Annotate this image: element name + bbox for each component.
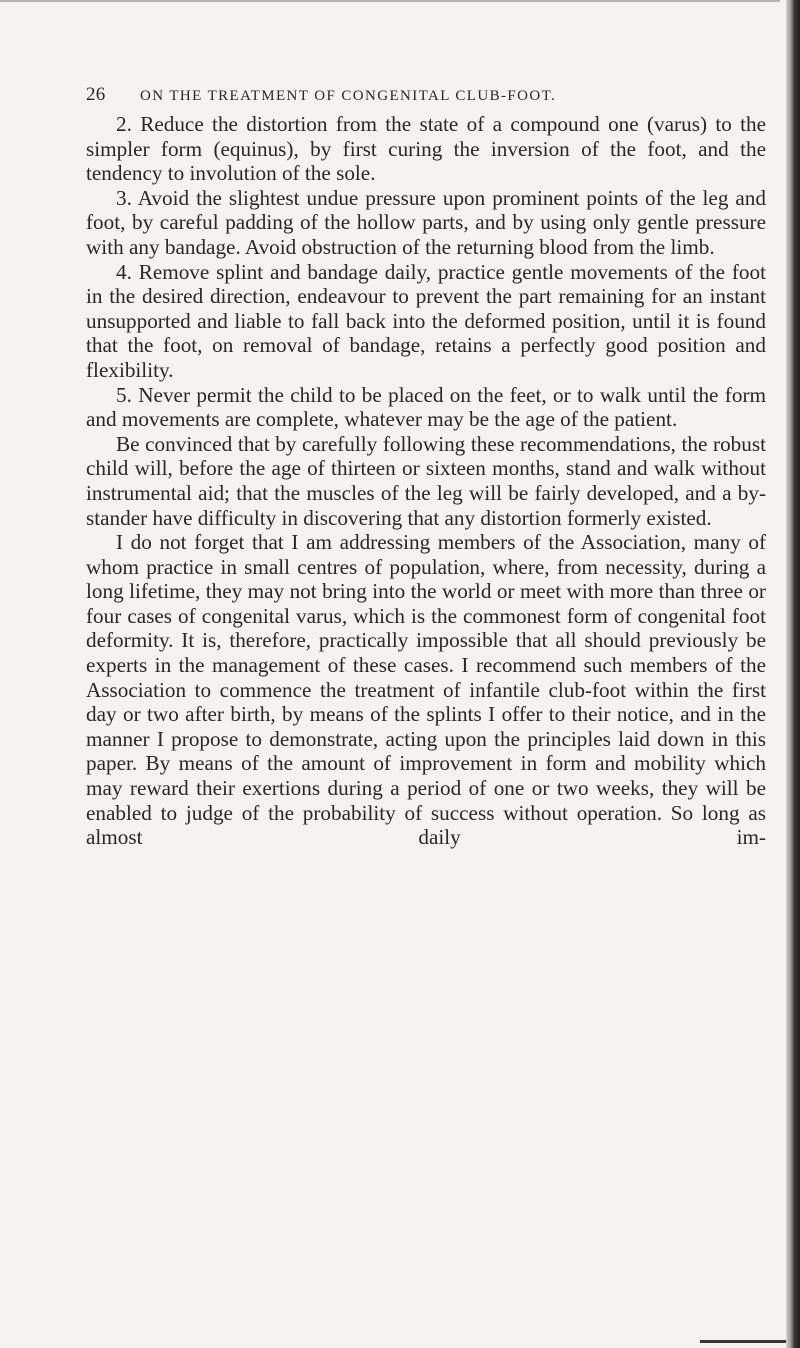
page-header bbox=[86, 84, 766, 108]
running-title: ON THE TREATMENT OF CONGENITAL CLUB-FOOT. bbox=[140, 88, 557, 104]
paragraph-rule-2: 2. Reduce the distortion from the state of a compound one (varus) to the simpler form (equinus), by first curing the inversion of the foot, and the tendency to involution of the sole. bbox=[86, 112, 766, 186]
book-spine-shadow bbox=[786, 0, 800, 1348]
bottom-page-edge bbox=[700, 1340, 786, 1343]
top-page-edge bbox=[0, 0, 780, 2]
paragraph-association: I do not forget that I am addressing members of the Association, many of whom practice in small centres of population, where, from necessity, during a long lifetime, they may not bring into the world or meet with more than three or four cases of congenital varus, which is the commonest form of congenital foot deformity. It is, therefore, practically impossible that all should previously be experts in the management of these cases. I recommend such members of the Association to commence the treatment of infantile club-foot within the first day or two after birth, by means of the splints I offer to their notice, and in the manner I propose to demonstrate, acting upon the principles laid down in this paper. By means of the amount of improvement in form and mobility which may reward their exertions during a period of one or two weeks, they will be enabled to judge of the probability of success without operation. So long as almost daily im- bbox=[86, 530, 766, 850]
page-number: 26 bbox=[86, 84, 106, 105]
paragraph-rule-3: 3. Avoid the slightest undue pressure upon prominent points of the leg and foot, by careful padding of the hollow parts, and by using only gentle pressure with any bandage. Avoid obstruction of the returning blood from the limb. bbox=[86, 185, 766, 259]
paragraph-rule-4: 4. Remove splint and bandage daily, practice gentle movements of the foot in the desired direction, endeavour to prevent the part remaining for an instant unsupported and liable to fall back into the deformed position, until it is found that the foot, on removal of bandage, retains a perfectly good position and flexibility. bbox=[86, 259, 766, 382]
body-text bbox=[86, 112, 766, 850]
paragraph-be-convinced: Be convinced that by carefully following these recommendations, the robust child will, before the age of thirteen or sixteen months, stand and walk without instrumental aid; that the muscles of the leg will be fairly developed, and a bystander have difficulty in discovering that any distortion formerly existed. bbox=[86, 431, 766, 530]
paragraph-rule-5: 5. Never permit the child to be placed on the feet, or to walk until the form and movements are complete, whatever may be the age of the patient. bbox=[86, 382, 766, 432]
